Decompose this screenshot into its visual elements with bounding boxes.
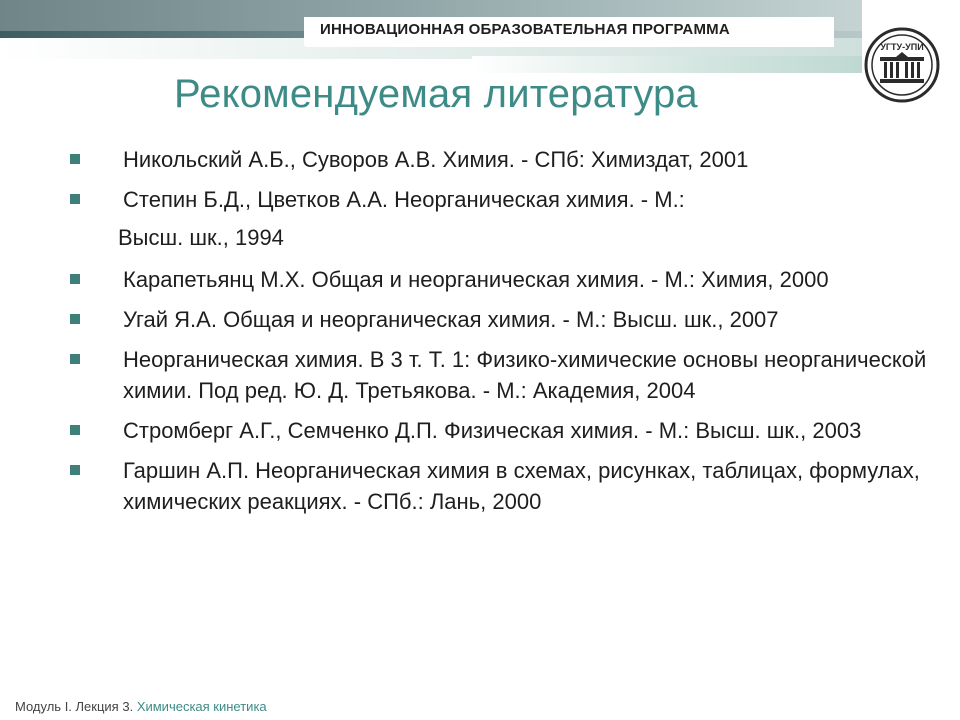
list-item-text: Карапетьянц М.Х. Общая и неорганическая химия. - М.: Химия, 2000: [123, 267, 829, 292]
list-item: [66, 344, 946, 406]
list-item-text: Никольский А.Б., Суворов А.В. Химия. - СПб: Химиздат, 2001: [123, 147, 749, 172]
footer: [15, 699, 267, 714]
logo-text: УГТУ-УПИ: [880, 42, 924, 52]
list-item-text: Неорганическая химия. В 3 т. Т. 1: Физико-химические основы неорганической химии. Под ред. Ю. Д. Третьякова. - М.: Академия, 2004: [123, 347, 927, 403]
list-item-text: Степин Б.Д., Цветков А.А. Неорганическая химия. - М.:: [123, 187, 685, 212]
footer-module: Модуль I. Лекция 3.: [15, 699, 134, 714]
bullet-square-icon: [70, 354, 80, 364]
university-building-emblem-icon: [862, 25, 942, 105]
list-item: [66, 415, 946, 446]
bullet-square-icon: [70, 314, 80, 324]
bullet-square-icon: [70, 274, 80, 284]
list-item: [66, 455, 946, 517]
footer-topic: Химическая кинетика: [136, 699, 267, 714]
program-label: ИННОВАЦИОННАЯ ОБРАЗОВАТЕЛЬНАЯ ПРОГРАММА: [320, 21, 730, 38]
list-item: [66, 184, 946, 215]
list-item: [66, 264, 946, 295]
bullet-square-icon: [70, 194, 80, 204]
bullet-square-icon: [70, 425, 80, 435]
literature-list: [66, 144, 946, 526]
bullet-square-icon: [70, 465, 80, 475]
bullet-square-icon: [70, 154, 80, 164]
university-logo: [862, 25, 942, 105]
list-item-text: Угай Я.А. Общая и неорганическая химия. - М.: Высш. шк., 2007: [123, 307, 779, 332]
list-item-continuation: Высш. шк., 1994: [118, 225, 284, 250]
header-band-accent: [472, 56, 862, 73]
list-item: [66, 144, 946, 175]
page-title: Рекомендуемая литература: [174, 72, 698, 116]
list-item: [66, 304, 946, 335]
list-item-text: Гаршин А.П. Неорганическая химия в схемах, рисунках, таблицах, формулах, химических реакциях. - СПб.: Лань, 2000: [123, 458, 920, 514]
list-item-text: Стромберг А.Г., Семченко Д.П. Физическая химия. - М.: Высш. шк., 2003: [123, 418, 862, 443]
